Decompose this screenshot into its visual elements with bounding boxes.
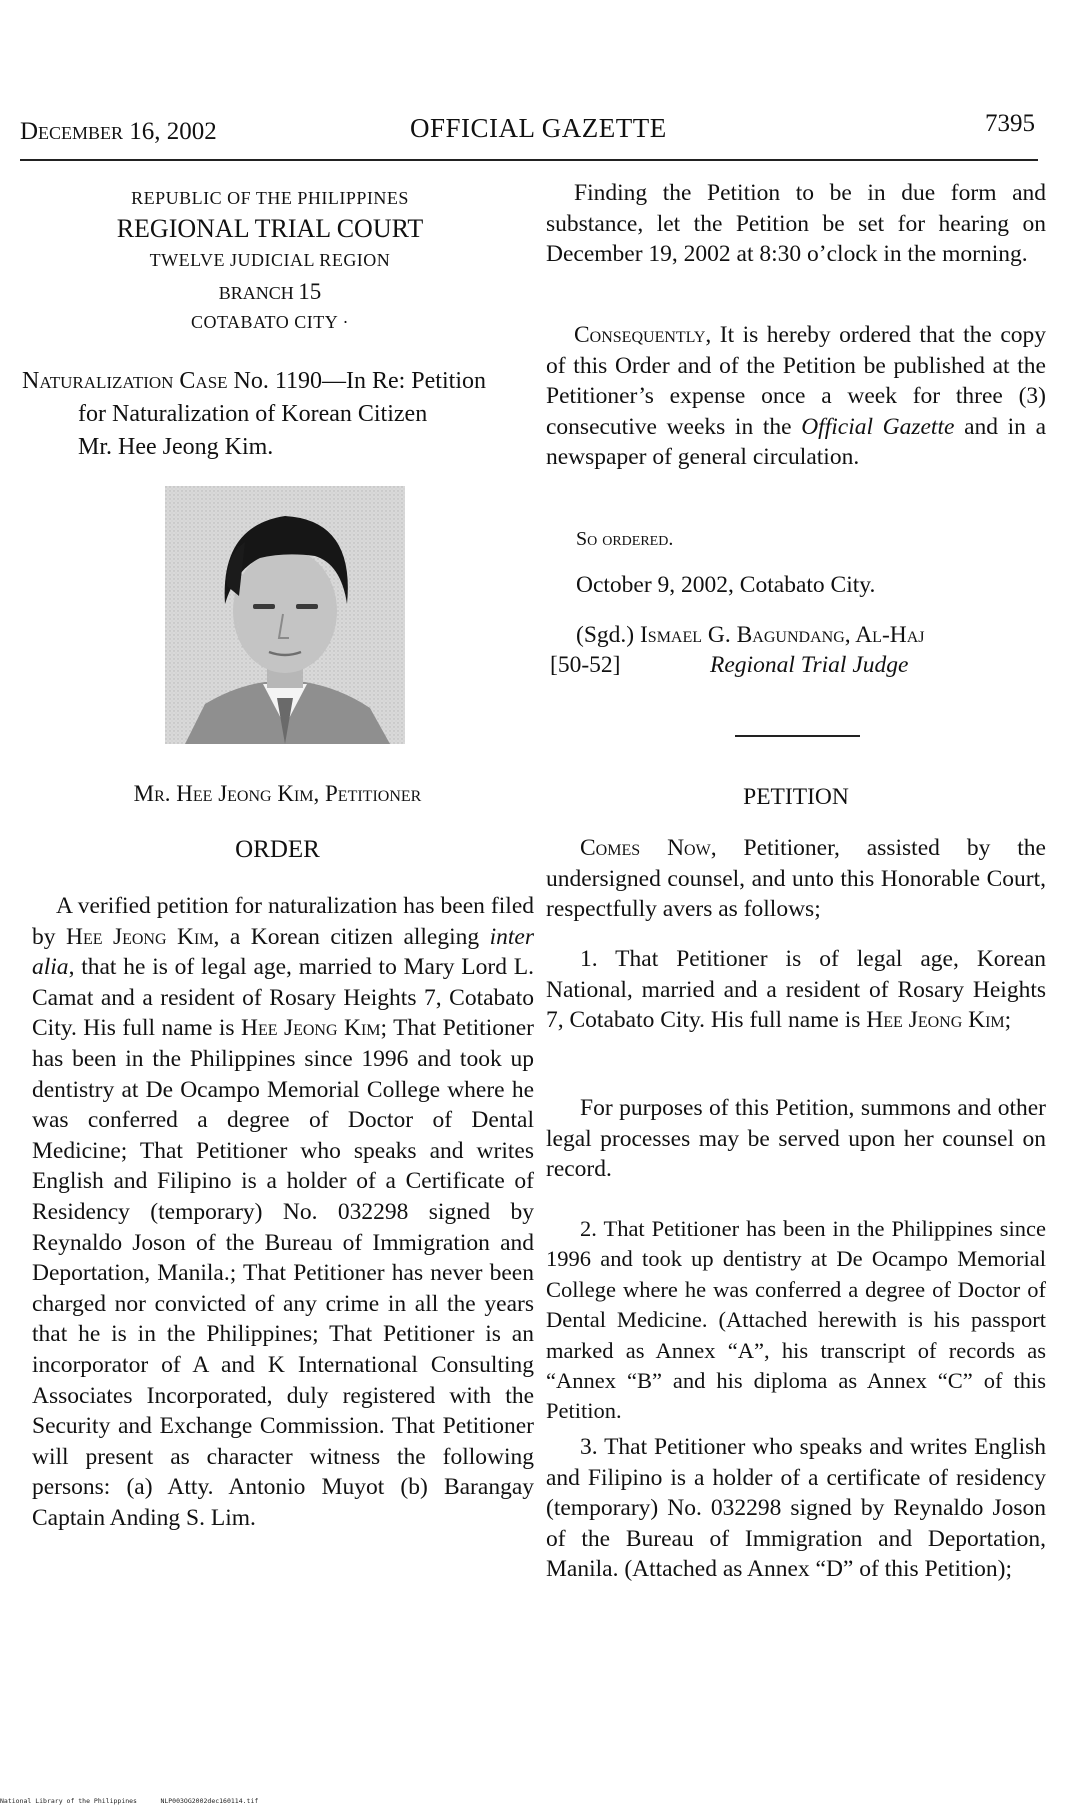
case-caption-lead: Naturalization Case [22, 368, 228, 394]
sgd-label: (Sgd.) [576, 622, 640, 648]
consequently-lead: Consequently, [574, 322, 712, 348]
case-caption-line3: Mr. Hee Jeong Kim. [78, 434, 274, 460]
petition-intro-lead: Comes Now, [580, 835, 717, 861]
order-name-1: Hee Jeong Kim [65, 923, 214, 950]
court-branch-number: 15 [298, 279, 322, 304]
court-branch-word: BRANCH [218, 283, 294, 303]
signature-line [576, 622, 925, 649]
order-body-a: A verified petition for naturalization has been filed by [32, 893, 534, 950]
petition-title: PETITION [743, 784, 849, 810]
court-republic: REPUBLIC OF THE PHILIPPINES [131, 188, 409, 208]
header-rule [20, 159, 1038, 161]
petition-item-2: 2. That Petitioner has been in the Philippines since 1996 and took up dentistry at De Ocampo Memorial College where he was conferred a degree of Doctor of Dental Medicine. (Attached herewith is his passport marked as Annex “A”, his transcript of records as “Annex “B” and his diploma as Annex “C” of this Petition. [546, 1216, 1046, 1424]
petition-intro-rest: Petitioner, assisted by the undersigned counsel, and unto this Honorable Court, respectfully avers as follows; [546, 835, 1046, 923]
petitioner-caption: Mr. Hee Jeong Kim, Petitioner [133, 781, 422, 806]
court-city: COTABATO CITY · [190, 312, 350, 332]
header-date [20, 118, 217, 146]
case-caption-line2: for Naturalization of Korean Citizen [78, 401, 428, 427]
consequently-b: and in a newspaper of general circulation. [546, 413, 1046, 471]
order-consequently [546, 320, 1046, 473]
reference-number: [50-52] [550, 652, 621, 678]
portrait-photo-icon [165, 486, 405, 744]
portrait-photo [165, 486, 405, 744]
court-region: TWELVE JUDICIAL REGION [149, 250, 391, 270]
petition-item-1 [546, 944, 1046, 1036]
so-ordered: So ordered. [576, 528, 674, 550]
scan-footer: National Library of the Philippines NLP003OG2002dec160114.tif [0, 1797, 259, 1805]
order-date-place: October 9, 2002, Cotabato City. [576, 572, 876, 598]
petition-item-1-b: ; [1004, 1007, 1012, 1034]
judge-title: Regional Trial Judge [710, 652, 909, 678]
judge-name: Ismael G. Bagundang, Al-Haj [639, 622, 925, 648]
publication-title: OFFICIAL GAZETTE [410, 113, 667, 143]
consequently-a: It is hereby ordered that the copy of this Order and of the Petition be published at the Petitioner’s expense once a week for three (3) consecutive weeks in the [546, 322, 1046, 440]
order-inter-alia: inter alia [32, 923, 534, 981]
order-body-d: ; That Petitioner has been in the Philippines since 1996 and took up dentistry at De Ocampo Memorial College where he was conferred a degree of Doctor of Dental Medicine; That Petitioner who speaks and writes English and Filipino is a holder of a Certificate of Residency (temporary) No. 032298 signed by Reynaldo Joson of the Bureau of Immigration and Deportation, Manila.; That Petitioner has never been charged nor convicted of any crime in all the years that he is in the Philippines; That Petitioner is an incorporator of A and K International Consulting Associates Incorporated, duly registered with the Security and Exchange Commission. That Petitioner will present as character witness the following persons: (a) Atty. Antonio Muyot (b) Barangay Captain Anding S. Lim. [32, 1015, 534, 1531]
case-caption [22, 365, 532, 464]
section-divider [735, 735, 860, 737]
gazette-name: Official Gazette [801, 413, 955, 440]
petition-summons: For purposes of this Petition, summons and other legal processes may be served upon her counsel on record. [546, 1095, 1046, 1183]
petition-item-3: 3. That Petitioner who speaks and writes English and Filipino is a holder of a certificate of residency (temporary) No. 032298 signed by Reynaldo Joson of the Bureau of Immigration and Deportation, Manila. (Attached as Annex “D” of this Petition); [546, 1434, 1046, 1583]
order-finding: Finding the Petition to be in due form and substance, let the Petition be set for hearing on December 19, 2002 at 8:30 o’clock in the morning. [546, 180, 1046, 268]
order-body [32, 891, 534, 1533]
order-title: ORDER [235, 836, 320, 863]
court-branch [60, 279, 480, 305]
court-name: REGIONAL TRIAL COURT [116, 214, 424, 243]
order-body-b: , a Korean citizen alleging [213, 923, 490, 950]
header-date-text: December 16, 2002 [20, 118, 217, 145]
petition-intro [546, 833, 1046, 925]
petition-item-1-a: 1. That Petitioner is of legal age, Korean National, married and a resident of Rosary Heights 7, Cotabato City. His full name is [546, 946, 1046, 1034]
order-body-c: , that he is of legal age, married to Mary Lord L. Camat and a resident of Rosary Heights 7, Cotabato City. His full name is [32, 954, 534, 1042]
case-caption-line1: No. 1190—In Re: Petition [227, 368, 486, 394]
petition-item-1-name: Hee Jeong Kim [866, 1007, 1005, 1034]
order-name-2: Hee Jeong Kim [240, 1015, 381, 1042]
page-number: 7395 [985, 110, 1035, 137]
